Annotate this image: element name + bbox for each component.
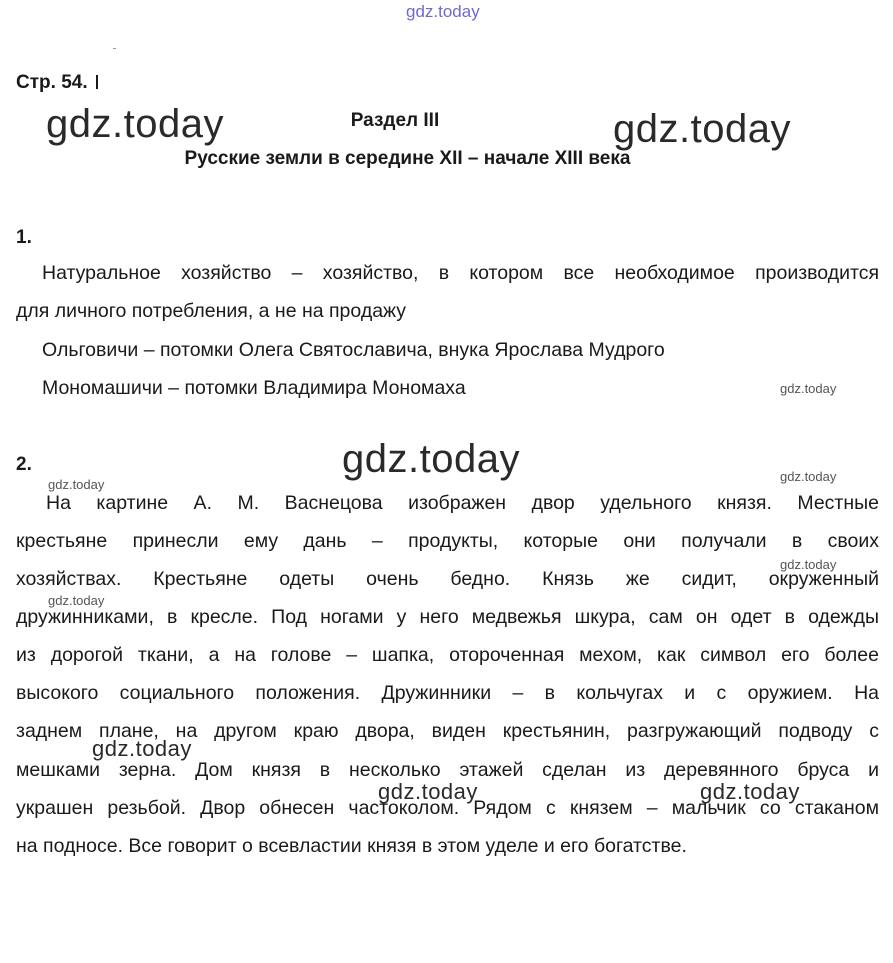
page-number-text: Стр. 54. [16, 72, 88, 93]
page-number [16, 72, 98, 94]
watermark-small: gdz.today [780, 381, 837, 396]
task-2-line: заднем плане, на другом краю двора, виден крестьянин, разгружающий подводу с [16, 720, 879, 742]
task-2-line: На картине А. М. Васнецова изображен двор удельного князя. Местные [46, 492, 879, 514]
task-1-line: Ольговичи – потомки Олега Святославича, внука Ярослава Мудрого [42, 339, 665, 361]
task-2-line: высокого социального положения. Дружинники – в кольчугах и с оружием. На [16, 682, 879, 704]
task-2-line: мешками зерна. Дом князя в несколько этажей сделан из деревянного бруса и [16, 759, 879, 781]
watermark-top: gdz.today [406, 2, 480, 21]
watermark-medium-right: gdz.today [700, 779, 800, 804]
watermark-medium-left: gdz.today [92, 736, 192, 761]
task-2-line: хозяйствах. Крестьяне одеты очень бедно. Князь же сидит, окруженный [16, 568, 879, 590]
task-2-line: украшен резьбой. Двор обнесен частоколом. Рядом с князем – мальчик со стаканом [16, 797, 879, 819]
watermark-small: gdz.today [48, 477, 105, 492]
stray-mark [113, 48, 116, 49]
task-2-line: дружинниками, в кресле. Под ногами у него медвежья шкура, сам он одет в одежды [16, 606, 879, 628]
task-1-number: 1. [16, 227, 32, 248]
task-2-line: из дорогой ткани, а на голове – шапка, отороченная мехом, как символ его более [16, 644, 879, 666]
task-2-line: крестьяне принесли ему дань – продукты, которые они получали в своих [16, 530, 879, 552]
watermark-large-center: gdz.today [342, 437, 520, 481]
section-title: Русские земли в середине XII – начале XIII века [184, 148, 631, 169]
watermark-large-left: gdz.today [46, 102, 224, 146]
watermark-small: gdz.today [780, 469, 837, 484]
task-1-line: для личного потребления, а не на продажу [16, 300, 407, 322]
watermark-large-right: gdz.today [613, 107, 791, 151]
section-heading: Раздел III [350, 110, 440, 131]
task-2-number: 2. [16, 454, 32, 475]
watermark-small: gdz.today [48, 593, 105, 608]
watermark-small: gdz.today [780, 557, 837, 572]
task-1-line: Мономашичи – потомки Владимира Мономаха [42, 377, 466, 399]
task-1-line: Натуральное хозяйство – хозяйство, в котором все необходимое производится [42, 262, 879, 284]
page-number-mark [96, 75, 98, 89]
task-2-line: на подносе. Все говорит о всевластии князя в этом уделе и его богатстве. [16, 835, 687, 857]
watermark-medium-center: gdz.today [378, 779, 478, 804]
